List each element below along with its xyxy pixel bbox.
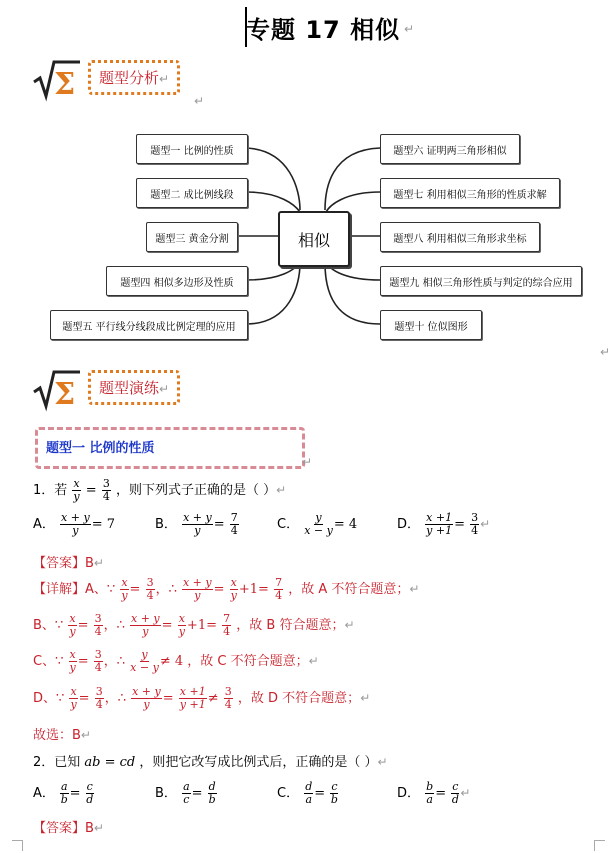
sqrt-sigma-logo-icon xyxy=(32,368,82,412)
question-2-suffix: ，则把它改写成比例式后，正确的是（ ） xyxy=(139,755,378,770)
detail-suffix: ，故 D 不符合题意； xyxy=(237,691,361,706)
question-1-prefix: 1．若 xyxy=(33,483,68,498)
option-label: B． xyxy=(155,786,177,801)
fraction-3-over-4: $\frac{3}{4}$ xyxy=(102,477,110,503)
detail-line-d: D、∵ $\frac{x}{y}$ = $\frac{3}{4}$ ，∴ $\frac{x + y}{y}$ = $\frac{x +1}{y +1}$ ≠ $\frac{3}{4}$ ，故 D 不符合题意；↵ xyxy=(33,685,371,711)
return-mark-icon: ↵ xyxy=(404,22,415,36)
section-heading-analysis xyxy=(88,60,180,95)
question-1-stem: 1．若 $\frac{x}{y}$ = $\frac{3}{4}$ ，则下列式子正确的是（ ）↵ xyxy=(33,477,287,503)
detail-suffix: ，故 C 不符合题意； xyxy=(187,654,309,669)
mind-map-node-right-7: 题型七 利用相似三角形的性质求解 xyxy=(380,178,560,208)
mind-map-node-left-4: 题型四 相似多边形及性质 xyxy=(106,266,248,296)
page-corner-mark xyxy=(12,840,23,851)
type-label: 题型一 比例的性质 xyxy=(46,441,155,456)
section-heading-practice xyxy=(88,370,180,405)
return-mark-icon: ↵ xyxy=(194,94,205,108)
question-2-option-a: A． $\frac{a}{b}$ = $\frac{c}{d}$ xyxy=(33,780,94,806)
mind-map-node-left-3: 题型三 黄金分割 xyxy=(146,222,238,252)
option-label: A． xyxy=(33,786,55,801)
question-1-option-b: B． $\frac{x + y}{y}$ = $\frac{7}{4}$ xyxy=(155,511,238,537)
mind-map-node-right-6: 题型六 证明两三角形相似 xyxy=(380,134,520,164)
mind-map-node-left-5: 题型五 平行线分线段成比例定理的应用 xyxy=(50,310,248,340)
option-label: A． xyxy=(33,517,55,532)
answer-text: 【答案】B xyxy=(33,556,94,571)
answer-text: 【答案】B xyxy=(33,821,94,836)
page-title: 专题 17 相似 xyxy=(246,16,401,44)
mind-map-node-right-10: 题型十 位似图形 xyxy=(380,310,482,340)
detail-suffix: ，故 A 不符合题意； xyxy=(288,582,410,597)
question-1-answer: 【答案】B↵ xyxy=(33,556,104,571)
return-mark-icon: ↵ xyxy=(159,382,170,396)
detail-prefix: C、∵ xyxy=(33,654,64,669)
detail-prefix: D、∵ xyxy=(33,691,65,706)
question-2-math: ab = cd xyxy=(84,755,136,770)
question-1-suffix: ，则下列式子正确的是（ ） xyxy=(115,483,277,498)
question-1-option-c: C． $\frac{y}{x - y}$ = 4 xyxy=(277,511,358,537)
mind-map-node-right-8: 题型八 利用相似三角形求坐标 xyxy=(380,222,540,252)
fraction-x-over-y: $\frac{x}{y}$ xyxy=(73,477,80,503)
option-label: D． xyxy=(397,786,421,801)
choose-line: 故选：B↵ xyxy=(33,728,91,743)
option-label: C． xyxy=(277,786,300,801)
question-1-option-a: A． $\frac{x + y}{y}$ = 7 xyxy=(33,511,115,537)
return-mark-icon: ↵ xyxy=(159,72,170,86)
question-2-stem: 2．已知 ab = cd ，则把它改写成比例式后，正确的是（ ）↵ xyxy=(33,755,388,770)
choose-text: 故选：B xyxy=(33,728,81,743)
mind-map-node-left-2: 题型二 成比例线段 xyxy=(136,178,248,208)
return-mark-icon: ↵ xyxy=(302,455,313,469)
return-mark-icon: ↵ xyxy=(600,345,611,359)
mind-map-center: 相似 xyxy=(278,211,350,267)
detail-suffix: ，故 B 符合题意； xyxy=(236,618,345,633)
option-label: C． xyxy=(277,517,300,532)
section-heading-text: 题型分析 xyxy=(99,69,160,87)
detail-line-b: B、∵ $\frac{x}{y}$ = $\frac{3}{4}$ ，∴ $\frac{x + y}{y}$ = $\frac{x}{y}$ +1= $\frac{7}{4}$ ，故 B 符合题意；↵ xyxy=(33,612,355,638)
detail-line-c: C、∵ $\frac{x}{y}$ = $\frac{3}{4}$ ，∴ $\frac{y}{x - y}$ ≠ 4 ，故 C 不符合题意；↵ xyxy=(33,648,319,674)
option-label: B． xyxy=(155,517,177,532)
option-label: D． xyxy=(397,517,421,532)
svg-text:Σ: Σ xyxy=(54,67,76,102)
question-2-answer: 【答案】B↵ xyxy=(33,821,104,836)
detail-line-a: 【详解】A、∵ $\frac{x}{y}$ = $\frac{3}{4}$ ，∴ $\frac{x + y}{y}$ = $\frac{x}{y}$ +1= $\frac{7}{4}$ ，故 A 不符合题意；↵ xyxy=(33,576,420,602)
question-2-option-c: C． $\frac{d}{a}$ = $\frac{c}{b}$ xyxy=(277,780,338,806)
page-corner-mark xyxy=(594,840,605,851)
question-1-option-d: D． $\frac{x +1}{y +1}$ = $\frac{3}{4}$ ↵ xyxy=(397,511,491,537)
question-2-option-b: B． $\frac{a}{c}$ = $\frac{d}{b}$ xyxy=(155,780,216,806)
detail-prefix: B、∵ xyxy=(33,618,64,633)
detail-prefix: 【详解】A、∵ xyxy=(33,582,116,597)
mind-map-node-left-1: 题型一 比例的性质 xyxy=(136,134,248,164)
section-heading-text: 题型演练 xyxy=(99,379,160,397)
question-2-prefix: 2．已知 xyxy=(33,755,81,770)
svg-text:Σ: Σ xyxy=(54,377,76,412)
mind-map-node-right-9: 题型九 相似三角形性质与判定的综合应用 xyxy=(380,266,582,296)
question-2-option-d: D． $\frac{b}{a}$ = $\frac{c}{d}$ ↵ xyxy=(397,780,471,806)
sqrt-sigma-logo-icon xyxy=(32,58,82,102)
